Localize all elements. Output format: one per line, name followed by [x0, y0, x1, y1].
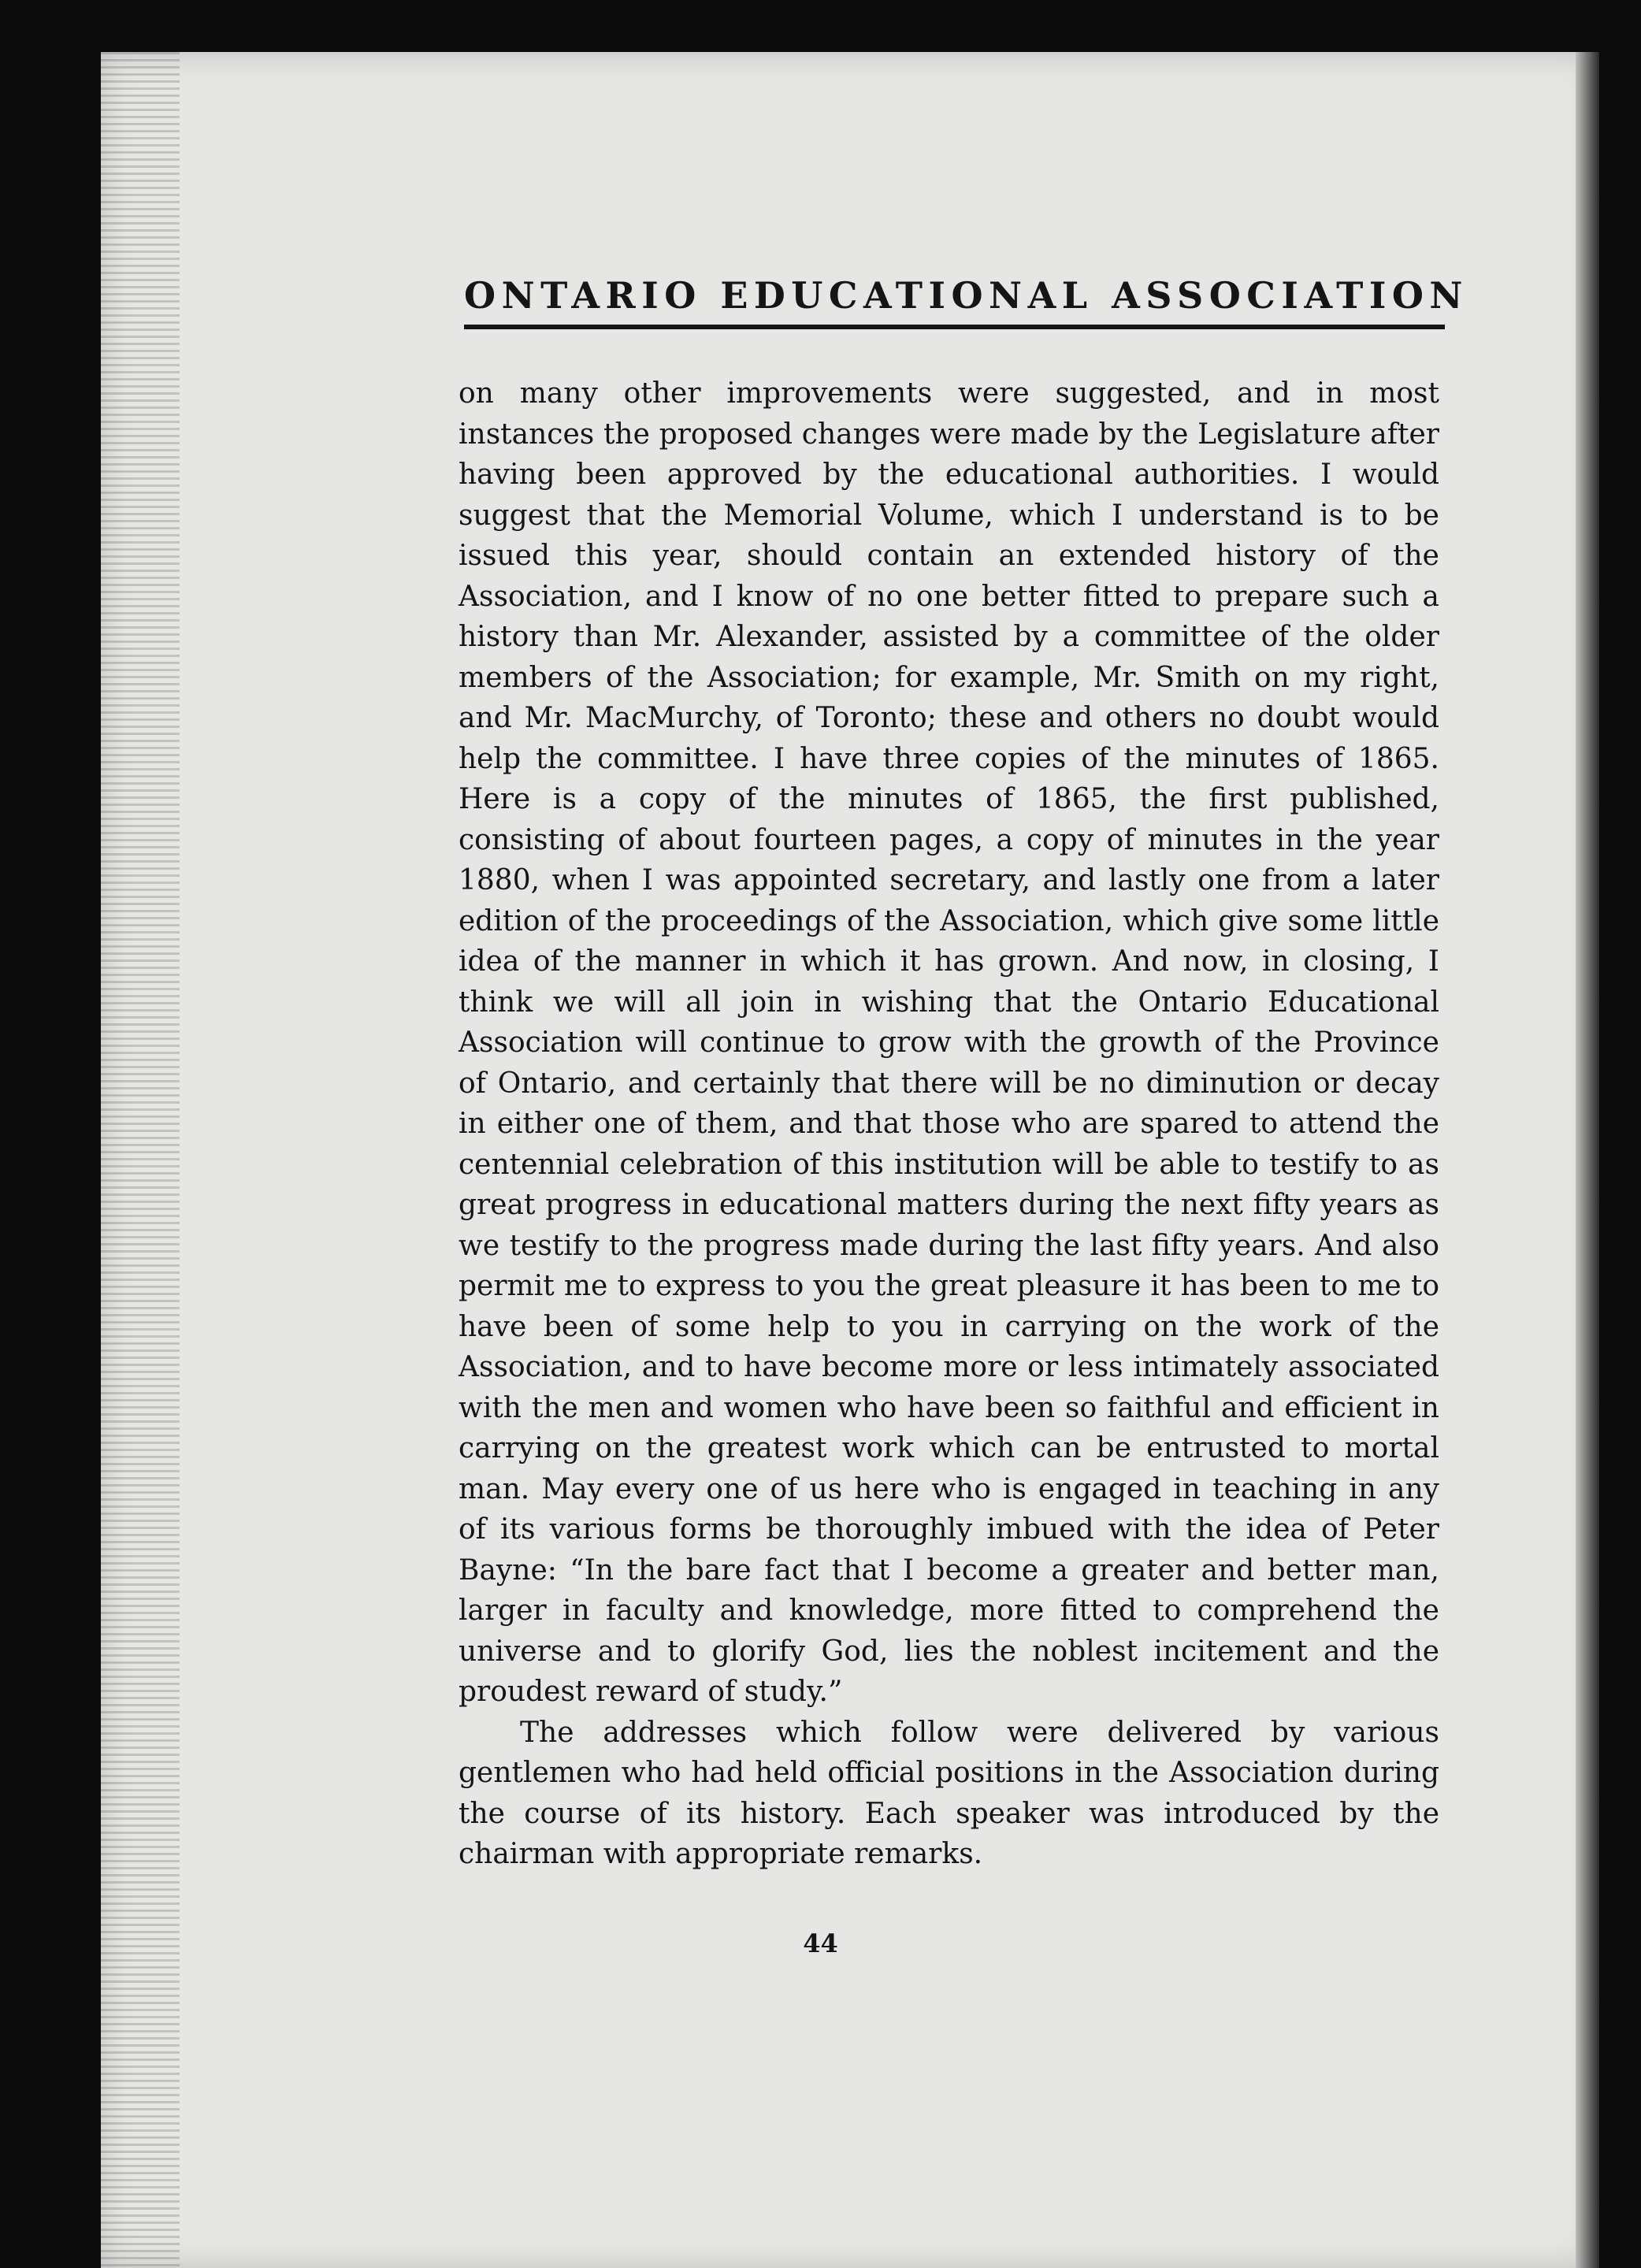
- body-text: [459, 373, 1439, 1875]
- running-head: ONTARIO EDUCATIONAL ASSOCIATION: [464, 274, 1468, 317]
- header-rule: [464, 325, 1445, 329]
- paragraph-addresses: The addresses which follow were delivered by various gentlemen who had held official positions in the Association during the course of its history. Each speaker was introduced by the chairman with appropriate remarks.: [459, 1716, 1439, 1870]
- page-number: 44: [803, 1928, 838, 1958]
- paragraph-continued: on many other improvements were suggested, and in most instances the proposed changes were made by the Legislature after having been approved by the educational authorities. I would suggest that the Memorial Volume, which I understand is to be issued this year, should contain an extended history of the Association, and I know of no one better fitted to prepare such a history than Mr. Alexander, assisted by a committee of the older members of the Association; for example, Mr. Smith on my right, and Mr. MacMurchy, of Toronto; these and others no doubt would help the committee. I have three copies of the minutes of 1865. Here is a copy of the minutes of 1865, the first published, consisting of about fourteen pages, a copy of minutes in the year 1880, when I was appointed secretary, and lastly one from a later edition of the proceedings of the Association, which give some little idea of the manner in which it has grown. And now, in closing, I think we will all join in wishing that the Ontario Educational Association will continue to grow with the growth of the Province of Ontario, and certainly that there will be no diminution or decay in either one of them, and that those who are spared to attend the centennial celebration of this institution will be able to testify to as great progress in educational matters during the next fifty years as we testify to the progress made during the last fifty years. And also permit me to express to you the great pleasure it has been to me to have been of some help to you in carrying on the work of the Association, and to have become more or less intimately associated with the men and women who have been so faithful and efficient in carrying on the greatest work which can be entrusted to mortal man. May every one of us here who is engaged in teaching in any of its various forms be thoroughly imbued with the idea of Peter Bayne: “In the bare fact that I become a greater and better man, larger in faculty and knowledge, more fitted to comprehend the universe and to glorify God, lies the noblest incitement and the proudest reward of study.”: [459, 377, 1439, 1708]
